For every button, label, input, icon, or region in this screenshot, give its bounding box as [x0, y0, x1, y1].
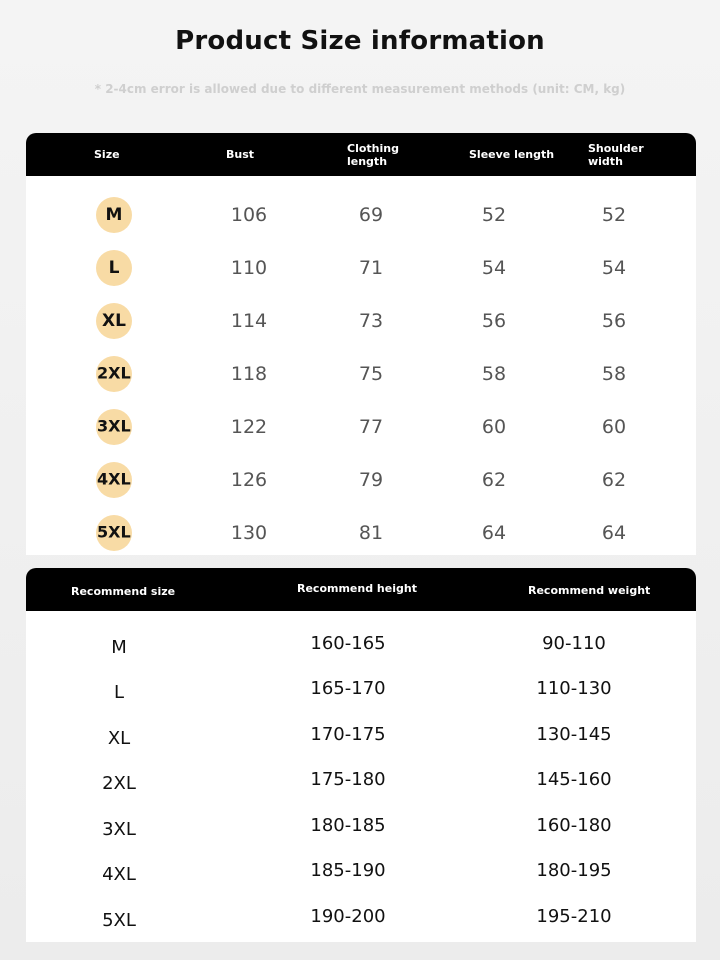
size-badge — [96, 356, 132, 392]
recommend-size-value: 3XL — [102, 819, 136, 840]
bust-value: 106 — [230, 204, 268, 226]
bust-value: 126 — [230, 469, 268, 491]
table-row — [26, 625, 696, 670]
recommend-height-value: 190-200 — [310, 906, 386, 927]
header-size: Size — [94, 148, 120, 161]
shoulder-value: 60 — [601, 416, 627, 438]
table-row — [26, 454, 696, 506]
table-row — [26, 401, 696, 453]
table-row — [26, 761, 696, 806]
size-label: L — [108, 258, 120, 278]
recommend-height-value: 165-170 — [310, 678, 386, 699]
header-shoulder-width-line1: Shoulder — [588, 141, 644, 155]
recommend-table — [26, 568, 696, 942]
size-badge — [96, 515, 132, 551]
size-label: M — [105, 205, 123, 225]
recommend-height-value: 185-190 — [310, 860, 386, 881]
recommend-height-value: 170-175 — [310, 724, 386, 745]
size-label: 5XL — [97, 523, 131, 543]
bust-value: 114 — [230, 310, 268, 332]
header-clothing-length-line2: length — [347, 154, 388, 168]
shoulder-value: 54 — [601, 257, 627, 279]
table-row — [26, 716, 696, 761]
sleeve-value: 62 — [481, 469, 507, 491]
recommend-size-value: L — [113, 682, 125, 703]
size-badge — [96, 462, 132, 498]
sleeve-value: 52 — [481, 204, 507, 226]
sleeve-value: 58 — [481, 363, 507, 385]
page-title: Product Size information — [175, 26, 545, 56]
recommend-weight-value: 90-110 — [542, 633, 606, 654]
sleeve-value: 60 — [481, 416, 507, 438]
size-table-header — [26, 133, 696, 176]
recommend-height-value: 160-165 — [310, 633, 386, 654]
sleeve-value: 64 — [481, 522, 507, 544]
length-value: 79 — [358, 469, 384, 491]
header-shoulder-width-line2: width — [588, 154, 623, 168]
shoulder-value: 64 — [601, 522, 627, 544]
length-value: 81 — [358, 522, 384, 544]
recommend-size-value: 5XL — [102, 910, 136, 931]
table-row — [26, 189, 696, 241]
shoulder-value: 58 — [601, 363, 627, 385]
header-recommend-height: Recommend height — [297, 582, 417, 595]
sleeve-value: 54 — [481, 257, 507, 279]
bust-value: 110 — [230, 257, 268, 279]
shoulder-value: 56 — [601, 310, 627, 332]
table-row — [26, 348, 696, 400]
size-label: 3XL — [97, 417, 131, 437]
recommend-height-value: 180-185 — [310, 815, 386, 836]
recommend-size-value: XL — [107, 728, 131, 749]
recommend-weight-value: 130-145 — [536, 724, 612, 745]
header-shoulder-width — [588, 133, 644, 176]
recommend-height-value: 175-180 — [310, 769, 386, 790]
table-row — [26, 670, 696, 715]
shoulder-value: 62 — [601, 469, 627, 491]
recommend-weight-value: 145-160 — [536, 769, 612, 790]
table-row — [26, 507, 696, 555]
header-bust: Bust — [226, 148, 255, 161]
recommend-weight-value: 180-195 — [536, 860, 612, 881]
shoulder-value: 52 — [601, 204, 627, 226]
recommend-table-header — [26, 568, 696, 611]
table-row — [26, 242, 696, 294]
sleeve-value: 56 — [481, 310, 507, 332]
table-row — [26, 852, 696, 897]
size-label: 4XL — [97, 470, 131, 490]
measurement-note: * 2-4cm error is allowed due to different measurement methods (unit: CM, kg) — [94, 82, 626, 96]
bust-value: 130 — [230, 522, 268, 544]
length-value: 77 — [358, 416, 384, 438]
length-value: 71 — [358, 257, 384, 279]
recommend-weight-value: 160-180 — [536, 815, 612, 836]
recommend-size-value: 4XL — [102, 864, 136, 885]
size-label: 2XL — [97, 364, 131, 384]
table-row — [26, 295, 696, 347]
header-recommend-weight: Recommend weight — [528, 584, 651, 597]
header-clothing-length-line1: Clothing — [347, 141, 399, 155]
bust-value: 118 — [230, 363, 268, 385]
table-row — [26, 898, 696, 942]
length-value: 73 — [358, 310, 384, 332]
header-sleeve-length: Sleeve length — [469, 148, 555, 161]
table-row — [26, 807, 696, 852]
header-recommend-size: Recommend size — [71, 585, 176, 598]
recommend-size-value: M — [111, 637, 127, 658]
recommend-weight-value: 110-130 — [536, 678, 612, 699]
size-badge — [96, 197, 132, 233]
size-badge — [96, 303, 132, 339]
header-clothing-length — [347, 133, 399, 176]
length-value: 69 — [358, 204, 384, 226]
recommend-weight-value: 195-210 — [536, 906, 612, 927]
size-badge — [96, 409, 132, 445]
bust-value: 122 — [230, 416, 268, 438]
recommend-size-value: 2XL — [102, 773, 136, 794]
length-value: 75 — [358, 363, 384, 385]
size-badge — [96, 250, 132, 286]
size-table — [26, 133, 696, 555]
size-label: XL — [102, 311, 126, 331]
